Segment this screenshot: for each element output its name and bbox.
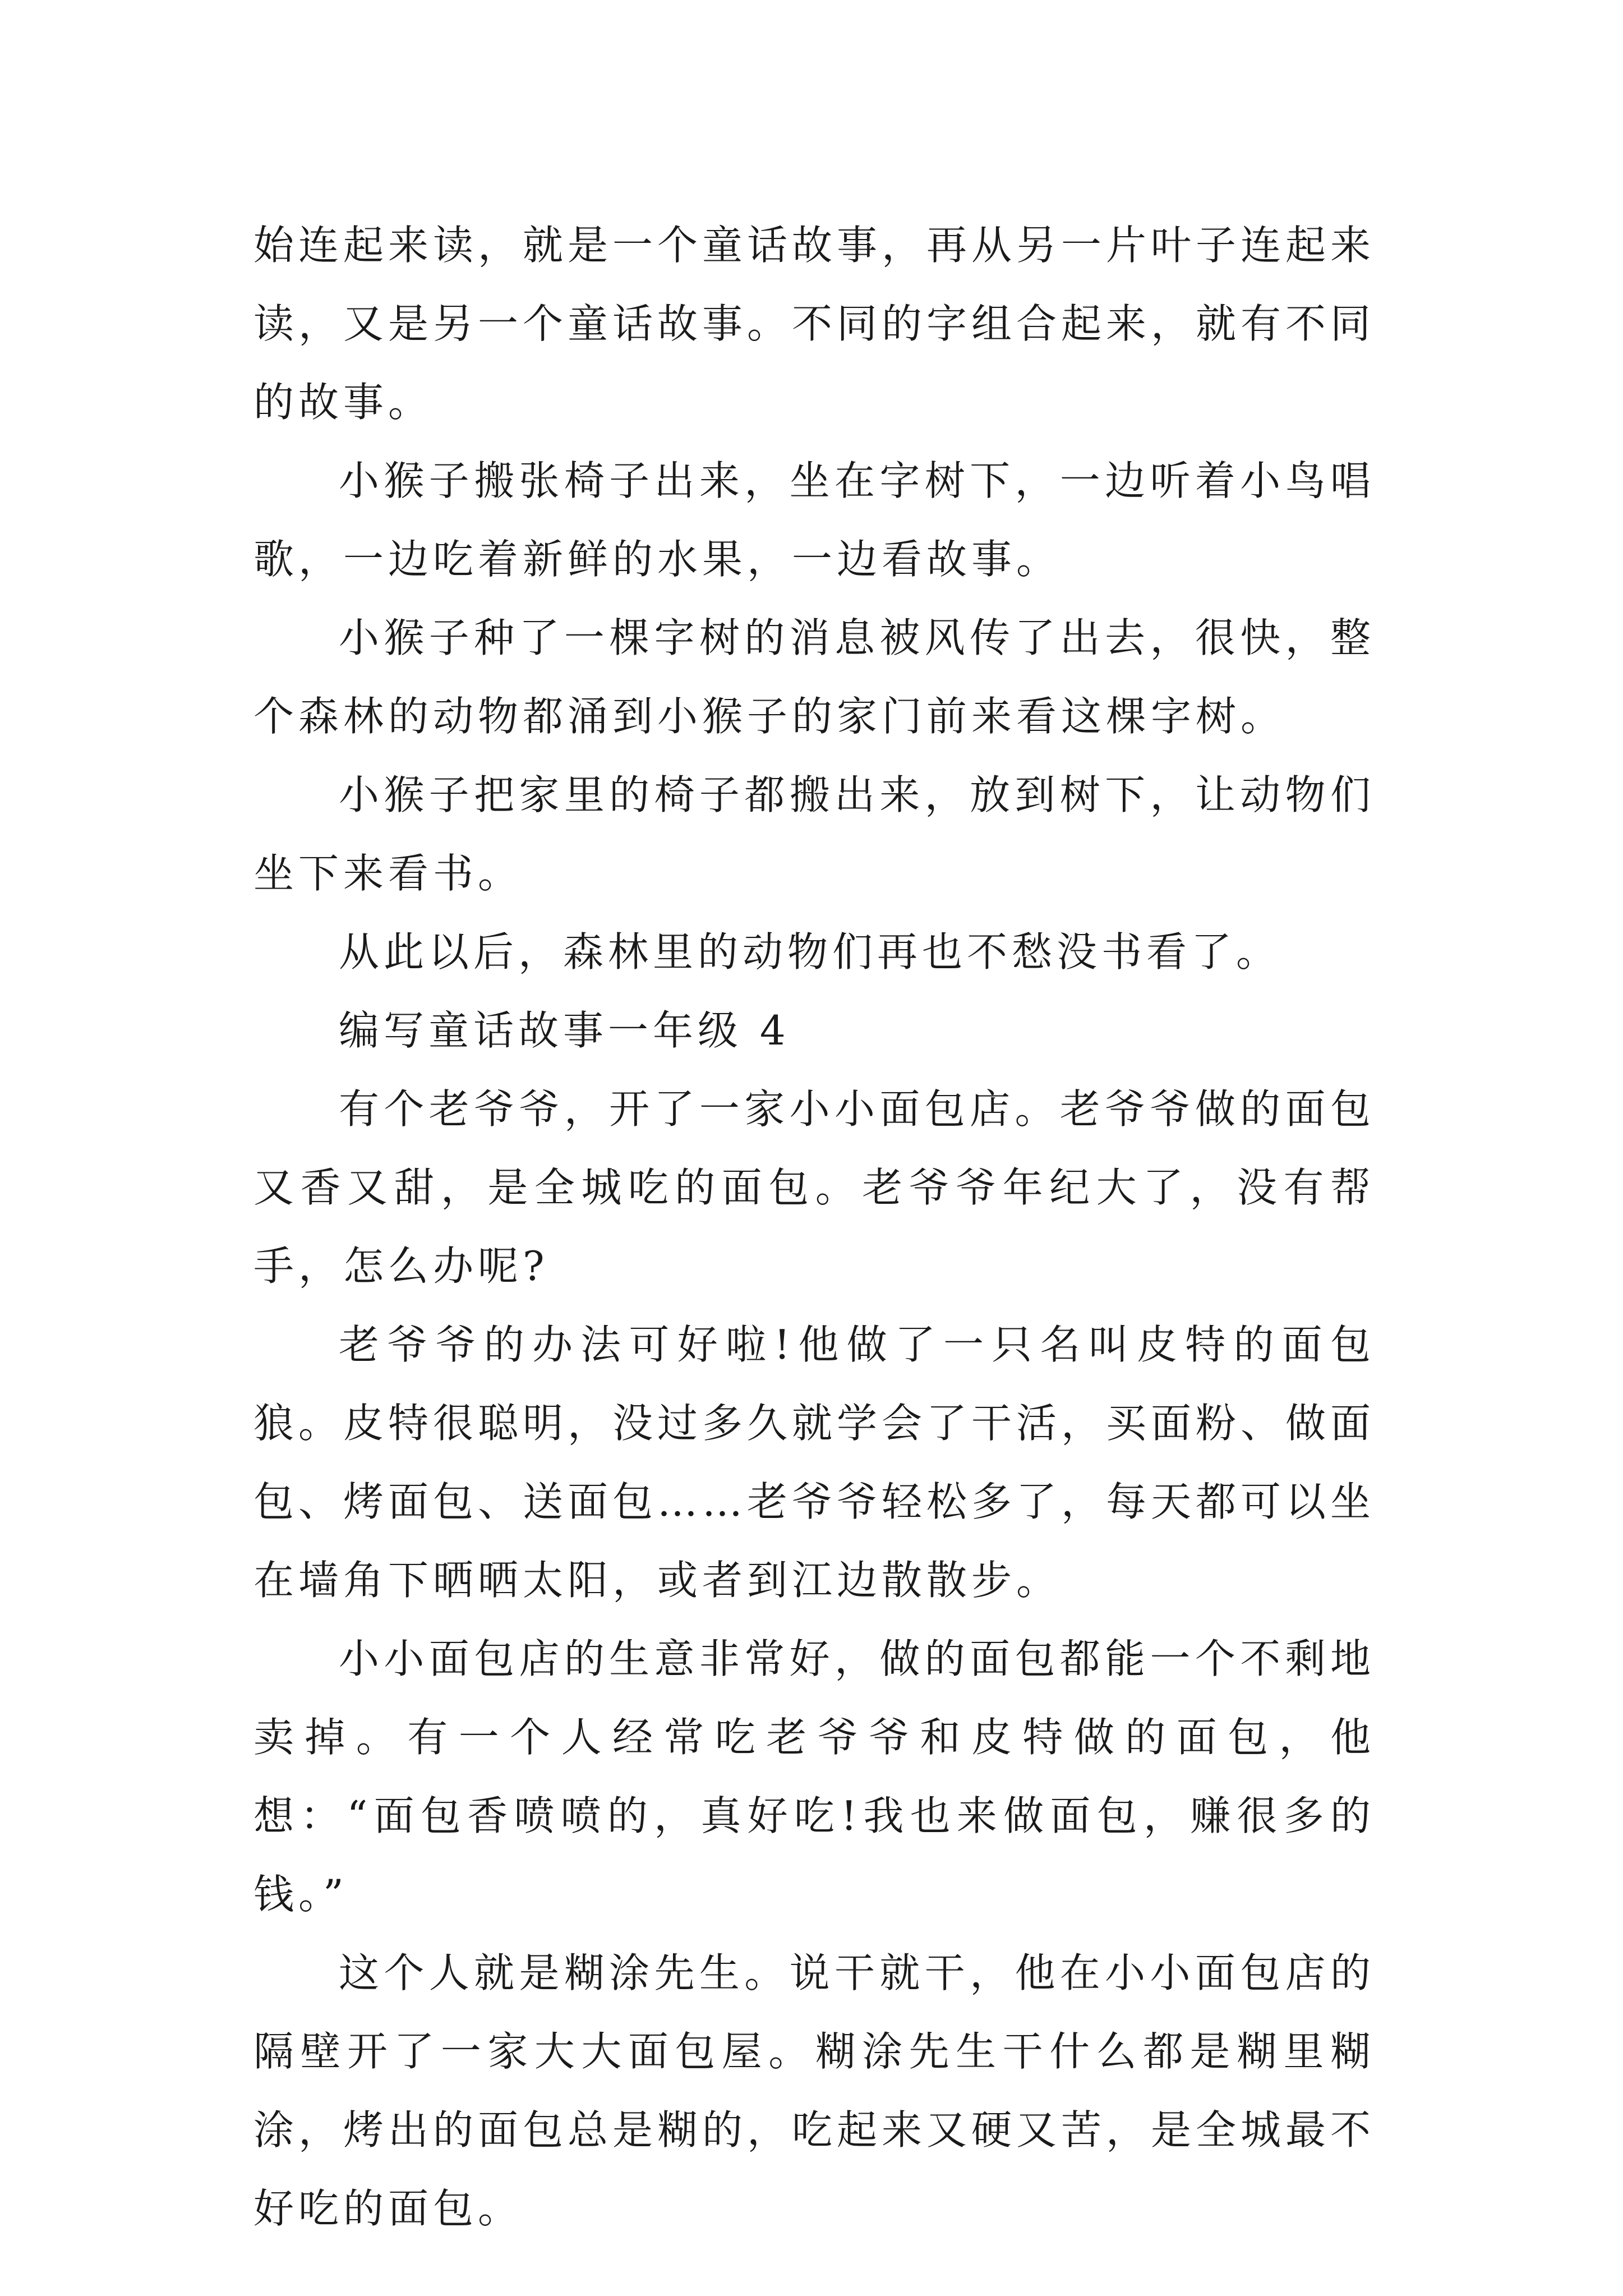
section-heading: 编写童话故事一年级 4 [339,1007,790,1054]
paragraph: 小猴子搬张椅子出来，坐在字树下，一边听着小鸟唱歌，一边吃着新鲜的水果，一边看故事。 [253,457,1375,583]
paragraph: 有个老爷爷，开了一家小小面包店。老爷爷做的面包又香又甜，是全城吃的面包。老爷爷年纪大了，没有帮手，怎么办呢? [253,1085,1375,1290]
paragraph: 小猴子种了一棵字树的消息被风传了出去，很快，整个森林的动物都涌到小猴子的家门前来看这棵字树。 [253,614,1375,740]
paragraph: 小猴子把家里的椅子都搬出来，放到树下，让动物们坐下来看书。 [253,771,1375,897]
paragraph: 从此以后，森林里的动物们再也不愁没书看了。 [339,928,1281,976]
paragraph: 这个人就是糊涂先生。说干就干，他在小小面包店的隔壁开了一家大大面包屋。糊涂先生干什么都是糊里糊涂，烤出的面包总是糊的，吃起来又硬又苦，是全城最不好吃的面包。 [253,1949,1376,2232]
paragraph: 小小面包店的生意非常好，做的面包都能一个不剩地卖掉。有一个人经常吃老爷爷和皮特做的面包，他想：“面包香喷喷的，真好吃!我也来做面包，赚很多的钱。” [253,1635,1375,1918]
paragraph: 老爷爷的办法可好啦!他做了一只名叫皮特的面包狼。皮特很聪明，没过多久就学会了干活，买面粉、做面包、烤面包、送面包……老爷爷轻松多了，每天都可以坐在墙角下晒晒太阳，或者到江边散散步。 [253,1321,1376,1604]
paragraph-continuation: 始连起来读，就是一个童话故事，再从另一片叶子连起来读，又是另一个童话故事。不同的字组合起来，就有不同的故事。 [253,222,1376,426]
body-text [253,206,1375,2248]
